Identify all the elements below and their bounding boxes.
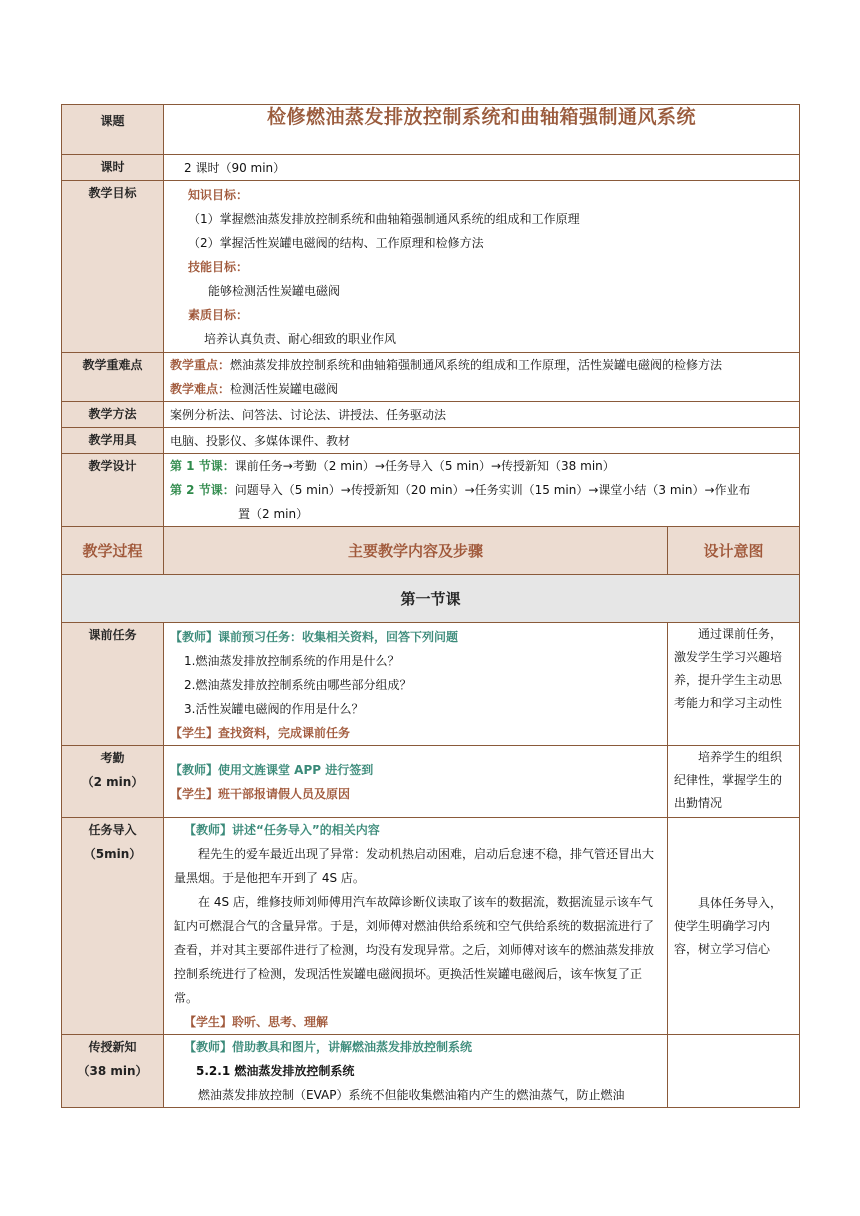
new-knowledge-paragraph-1: 燃油蒸发排放控制（EVAP）系统不但能收集燃油箱内产生的燃油蒸气，防止燃油 bbox=[198, 1088, 625, 1102]
lead-in-row bbox=[62, 818, 800, 1035]
pre-task-row bbox=[62, 623, 800, 746]
lead-in-paragraph-2: 在 4S 店，维修技师刘师傅用汽车故障诊断仪读取了该车的数据流，数据流显示该车气缸内可燃混合气的含量异常。于是，刘师傅对燃油供给系统和空气供给系统的数据流进行了查看，并对其主要部件进行了检测，均没有发现异常。之后，刘师傅对该车的燃油蒸发排放控制系统进行了检测，发现活性炭罐电磁阀损坏。更换活性炭罐电磁阀后，该车恢复了正常。 bbox=[174, 895, 655, 1005]
new-knowledge-intent bbox=[668, 1035, 800, 1108]
lead-in-time: （5min） bbox=[83, 847, 142, 861]
key-text: 燃油蒸发排放控制系统和曲轴箱强制通风系统的组成和工作原理，活性炭罐电磁阀的检修方法 bbox=[230, 358, 723, 372]
session2-title: 第 2 节课： bbox=[170, 483, 235, 497]
key-title: 教学重点： bbox=[170, 358, 231, 372]
quality-item: 培养认真负责、耐心细致的职业作风 bbox=[204, 332, 397, 346]
hours-row bbox=[62, 155, 800, 181]
key-points-row bbox=[62, 353, 800, 402]
hours-label: 课时 bbox=[62, 155, 164, 181]
tools-label: 教学用具 bbox=[62, 428, 164, 454]
skill-item: 能够检测活性炭罐电磁阀 bbox=[208, 284, 341, 298]
attendance-intent: 培养学生的组织纪律性，掌握学生的出勤情况 bbox=[668, 746, 800, 818]
pre-task-q2: 2.燃油蒸发排放控制系统由哪些部分组成？ bbox=[184, 678, 412, 692]
lead-in-content bbox=[164, 818, 668, 1035]
attendance-teacher: 【教师】使用文旌课堂 APP 进行签到 bbox=[170, 762, 374, 777]
attendance-student: 【学生】班干部报请假人员及原因 bbox=[170, 786, 351, 801]
objectives-label: 教学目标 bbox=[62, 181, 164, 353]
design-row bbox=[62, 454, 800, 527]
section-title: 第一节课 bbox=[62, 575, 800, 623]
topic-row bbox=[62, 105, 800, 155]
objectives-row bbox=[62, 181, 800, 353]
tools-value: 电脑、投影仪、多媒体课件、教材 bbox=[164, 428, 800, 454]
attendance-label: 考勤 bbox=[100, 751, 125, 765]
hours-value: 2 课时（90 min） bbox=[164, 155, 800, 181]
table-header-row bbox=[62, 527, 800, 575]
header-process: 教学过程 bbox=[62, 527, 164, 575]
header-content: 主要教学内容及步骤 bbox=[164, 527, 668, 575]
pre-task-q3: 3.活性炭罐电磁阀的作用是什么？ bbox=[184, 702, 364, 716]
new-knowledge-label-cell bbox=[62, 1035, 164, 1108]
session2-text: 问题导入（5 min）→传授新知（20 min）→任务实训（15 min）→课堂小结（3 min）→作业布 bbox=[234, 483, 751, 497]
knowledge-title: 知识目标： bbox=[188, 188, 249, 202]
lead-in-label-cell bbox=[62, 818, 164, 1035]
quality-title: 素质目标： bbox=[188, 308, 249, 322]
session1-text: 课前任务→考勤（2 min）→任务导入（5 min）→传授新知（38 min） bbox=[234, 459, 615, 473]
difficult-title: 教学难点： bbox=[170, 382, 231, 396]
skill-title: 技能目标： bbox=[188, 260, 249, 274]
new-knowledge-content bbox=[164, 1035, 668, 1108]
pre-task-teacher: 【教师】课前预习任务：收集相关资料，回答下列问题 bbox=[170, 630, 459, 644]
pre-task-intent: 通过课前任务，激发学生学习兴趣培养，提升学生主动思考能力和学习主动性 bbox=[668, 623, 800, 746]
lead-in-paragraph-1: 程先生的爱车最近出现了异常：发动机热启动困难，启动后怠速不稳，排气管还冒出大量黑烟。于是他把车开到了 4S 店。 bbox=[174, 847, 655, 885]
pre-task-label: 课前任务 bbox=[62, 623, 164, 746]
design-content bbox=[164, 454, 800, 527]
new-knowledge-row bbox=[62, 1035, 800, 1108]
tools-row bbox=[62, 428, 800, 454]
difficult-text: 检测活性炭罐电磁阀 bbox=[230, 382, 339, 396]
methods-row bbox=[62, 402, 800, 428]
lead-in-intent: 具体任务导入，使学生明确学习内容，树立学习信心 bbox=[668, 818, 800, 1035]
knowledge-item-2: （2）掌握活性炭罐电磁阀的结构、工作原理和检修方法 bbox=[188, 236, 484, 250]
lesson-plan-table bbox=[61, 104, 800, 1108]
lead-in-teacher: 【教师】讲述“任务导入”的相关内容 bbox=[184, 823, 380, 837]
key-points-content bbox=[164, 353, 800, 402]
session2-text-cont: 置（2 min） bbox=[238, 507, 309, 521]
section-row bbox=[62, 575, 800, 623]
lead-in-label: 任务导入 bbox=[88, 823, 137, 837]
new-knowledge-label: 传授新知 bbox=[88, 1040, 137, 1054]
pre-task-content bbox=[164, 623, 668, 746]
session1-title: 第 1 节课： bbox=[170, 459, 235, 473]
knowledge-item-1: （1）掌握燃油蒸发排放控制系统和曲轴箱强制通风系统的组成和工作原理 bbox=[188, 212, 580, 226]
methods-value: 案例分析法、问答法、讨论法、讲授法、任务驱动法 bbox=[164, 402, 800, 428]
lead-in-student: 【学生】聆听、思考、理解 bbox=[184, 1015, 329, 1029]
objectives-content bbox=[164, 181, 800, 353]
attendance-label-cell bbox=[62, 746, 164, 818]
new-knowledge-teacher: 【教师】借助教具和图片，讲解燃油蒸发排放控制系统 bbox=[184, 1040, 473, 1054]
header-intent: 设计意图 bbox=[668, 527, 800, 575]
pre-task-q1: 1.燃油蒸发排放控制系统的作用是什么？ bbox=[184, 654, 400, 668]
new-knowledge-time: （38 min） bbox=[77, 1064, 148, 1078]
attendance-content bbox=[164, 746, 668, 818]
methods-label: 教学方法 bbox=[62, 402, 164, 428]
pre-task-student: 【学生】查找资料，完成课前任务 bbox=[170, 726, 351, 740]
design-label: 教学设计 bbox=[62, 454, 164, 527]
topic-label: 课题 bbox=[62, 105, 164, 155]
attendance-time: （2 min） bbox=[81, 775, 144, 789]
topic-title: 检修燃油蒸发排放控制系统和曲轴箱强制通风系统 bbox=[164, 105, 800, 155]
key-points-label: 教学重难点 bbox=[62, 353, 164, 402]
attendance-row bbox=[62, 746, 800, 818]
new-knowledge-subtitle: 5.2.1 燃油蒸发排放控制系统 bbox=[196, 1064, 355, 1078]
